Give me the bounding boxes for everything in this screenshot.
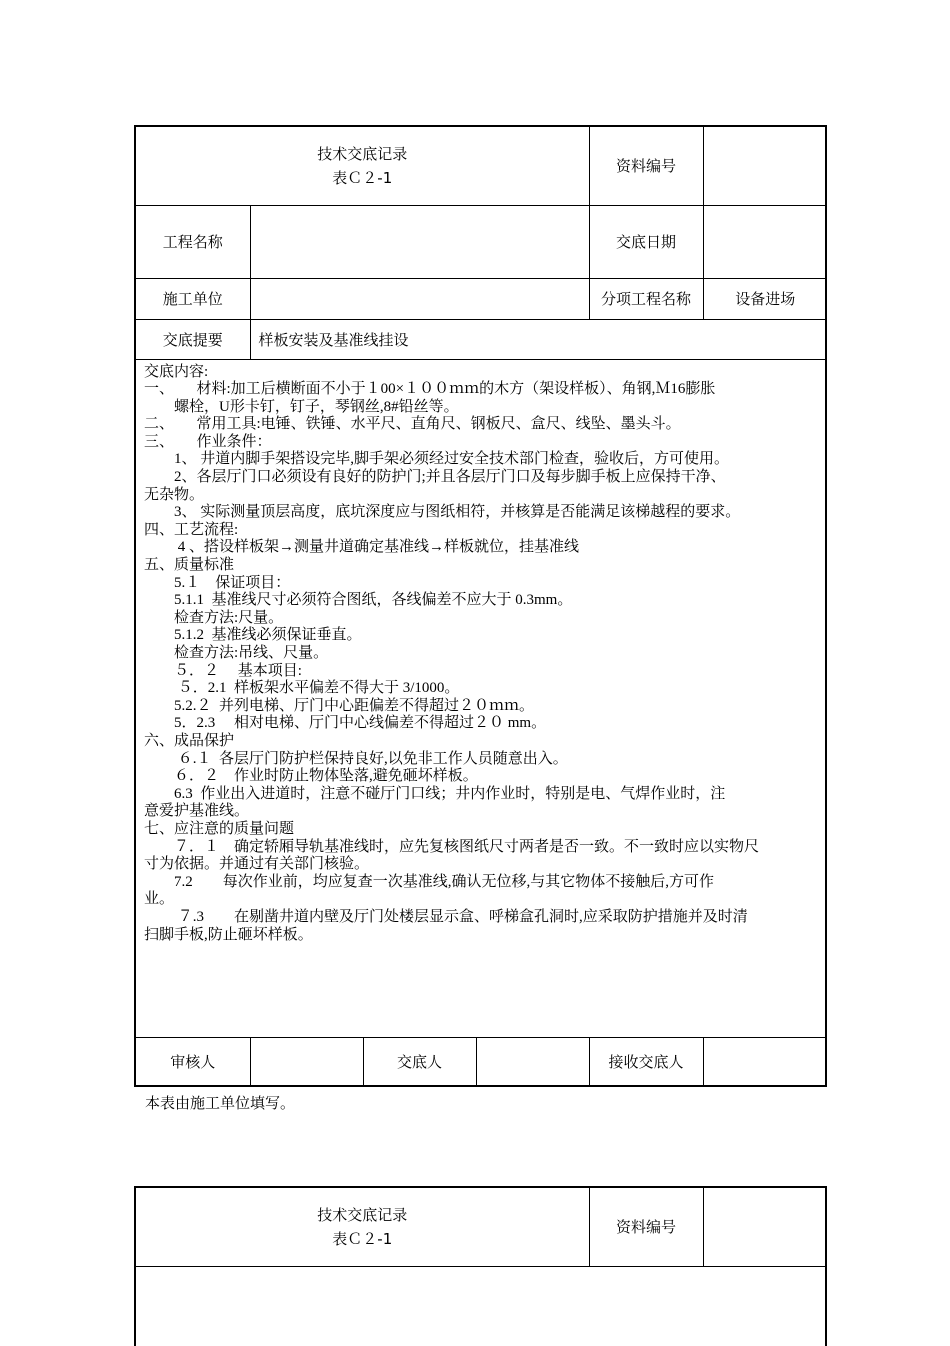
content-line: 三、 作业条件： [144, 433, 272, 450]
form2-doc-no-field[interactable] [703, 1188, 827, 1266]
form-title: 技术交底记录 [317, 144, 408, 163]
content-line: 4 、搭设样板架→测量井道确定基准线→样板就位，挂基准线 [144, 539, 580, 556]
content-line: ５．２ 基本项目: [144, 662, 302, 679]
content-line: 螺栓，U形卡钉，钉子，琴钢丝,8#铅丝等。 [144, 398, 459, 415]
content-line: 扫脚手板,防止砸坏样板。 [144, 926, 313, 943]
disclosure-form [134, 125, 827, 1087]
form2-subtitle: 表Ｃ２-1 [332, 1229, 393, 1248]
date-field[interactable] [703, 205, 827, 278]
content-line: 四、工艺流程: [144, 521, 239, 538]
form-table-2 [136, 1188, 827, 1267]
subitem-field[interactable]: 设备进场 [703, 278, 827, 319]
project-name-label: 工程名称 [136, 205, 250, 278]
content-line: 5.2.２ 并列电梯、厅门中心距偏差不得超过２０ｍｍ。 [144, 697, 535, 714]
content-line: 5.1.2 基准线必须保证垂直。 [144, 627, 362, 644]
disclosure-form-2 [134, 1186, 827, 1346]
content-line: 寸为依据。并通过有关部门核验。 [144, 856, 370, 873]
content-line: 检查方法:尺量。 [144, 609, 284, 626]
unit-field[interactable] [250, 278, 589, 319]
form-table [136, 127, 827, 1085]
content-line: 业。 [144, 891, 175, 908]
reviewer-field[interactable] [250, 1037, 363, 1085]
date-label: 交底日期 [589, 205, 703, 278]
unit-label: 施工单位 [136, 278, 250, 319]
content-line: 二、 常用工具:电锤、铁锤、水平尺、直角尺、钢板尺、盒尺、线坠、墨头斗。 [144, 416, 681, 433]
content-line: ６．２ 作业时防止物体坠落,避免砸坏样板。 [144, 768, 478, 785]
content-body [144, 364, 819, 945]
form2-doc-no-label: 资料编号 [589, 1188, 703, 1266]
form2-title: 技术交底记录 [317, 1205, 408, 1224]
content-line: 七、应注意的质量问题 [144, 820, 295, 837]
doc-no-field[interactable] [703, 127, 827, 205]
project-name-field[interactable] [250, 205, 589, 278]
content-line: 1、 井道内脚手架搭设完毕,脚手架必须经过安全技术部门检查，验收后，方可使用。 [144, 451, 730, 468]
content-line: 5．2.3 相对电梯、厅门中心线偏差不得超过２０ mm。 [144, 715, 547, 732]
discloser-field[interactable] [476, 1037, 589, 1085]
content-line: 5.１ 保证项目： [144, 574, 291, 591]
reviewer-label: 审核人 [136, 1037, 250, 1085]
content-line: ５．2.1 样板架水平偏差不得大于 3/1000。 [144, 680, 460, 697]
summary-field[interactable]: 样板安装及基准线挂设 [250, 319, 827, 359]
form2-title-cell [136, 1188, 589, 1266]
content-line: 6.3 作业出入进道时，注意不碰厅门口线；井内作业时，特别是电、气焊作业时，注 [144, 785, 726, 802]
content-line: ６.１ 各层厅门防护栏保持良好,以免非工作人员随意出入。 [144, 750, 568, 767]
receiver-field[interactable] [703, 1037, 827, 1085]
content-line: 3、 实际测量顶层高度，底坑深度应与图纸相符，并核算是否能满足该梯越程的要求。 [144, 504, 741, 521]
content-line: 7.2 每次作业前，均应复查一次基准线,确认无位移,与其它物体不接触后,方可作 [144, 873, 715, 890]
form-subtitle: 表Ｃ２-1 [332, 168, 393, 187]
content-line: 五、质量标准 [144, 557, 235, 574]
content-line: 5.1.1 基准线尺寸必须符合图纸，各线偏差不应大于 0.3mm。 [144, 592, 573, 609]
discloser-label: 交底人 [363, 1037, 476, 1085]
form-title-cell [136, 127, 589, 205]
content-line: ７．１ 确定轿厢导轨基准线时，应先复核图纸尺寸两者是否一致。不一致时应以实物尺 [144, 838, 760, 855]
content-line: 无杂物。 [144, 486, 205, 503]
content-cell [136, 359, 827, 1037]
doc-no-label: 资料编号 [589, 127, 703, 205]
summary-label: 交底提要 [136, 319, 250, 359]
content-line: 2、各层厅门口必须设有良好的防护门;并且各层厅门口及每步脚手板上应保持干净、 [144, 469, 726, 486]
receiver-label: 接收交底人 [589, 1037, 703, 1085]
content-line: ７.3 在剔凿井道内壁及厅门处楼层显示盒、呼梯盒孔洞时,应采取防护措施并及时清 [144, 908, 748, 925]
content-line: 六、成品保护 [144, 732, 235, 749]
footnote: 本表由施工单位填写。 [145, 1094, 296, 1112]
content-line: 一、 材料:加工后横断面不小于１00×１００ｍｍ的木方（架设样板）、角钢,Ｍ16膨胀 [144, 381, 716, 398]
subitem-label: 分项工程名称 [589, 278, 703, 319]
content-line: 意爱护基准线。 [144, 803, 250, 820]
content-line: 交底内容: [144, 363, 209, 380]
content-line: 检查方法:吊线、尺量。 [144, 645, 329, 661]
